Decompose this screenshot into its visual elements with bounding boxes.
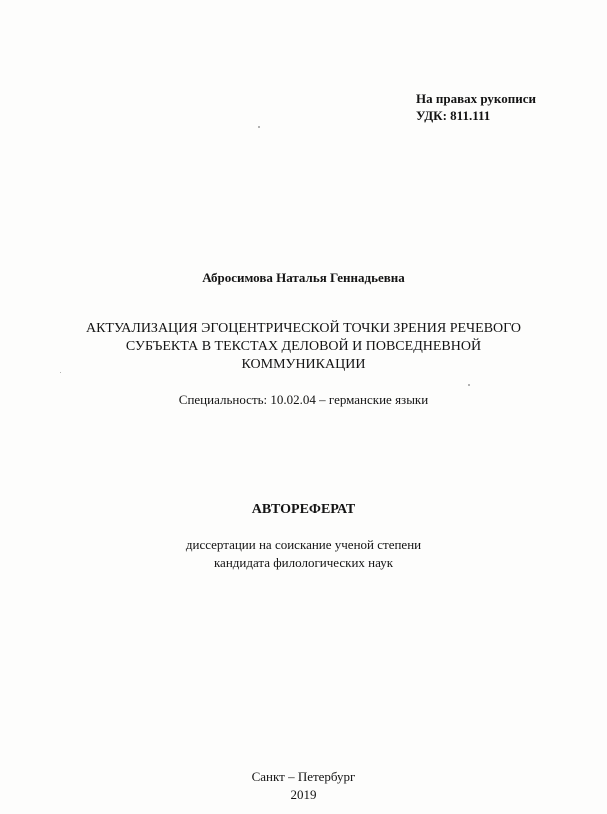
title-line: АКТУАЛИЗАЦИЯ ЭГОЦЕНТРИЧЕСКОЙ ТОЧКИ ЗРЕНИЯ РЕЧЕВОГО	[85, 321, 522, 336]
purpose-line: диссертации на соискание ученой степени	[185, 537, 422, 552]
dissertation-title	[40, 320, 567, 374]
scan-speck	[60, 372, 61, 373]
imprint	[40, 768, 567, 804]
scan-speck	[468, 384, 470, 386]
udc-label: УДК: 811.111	[416, 108, 491, 123]
title-line: СУБЪЕКТА В ТЕКСТАХ ДЕЛОВОЙ И ПОВСЕДНЕВНОЙ	[125, 339, 482, 354]
imprint-city: Санкт – Петербург	[251, 769, 356, 784]
rights-block	[416, 90, 536, 124]
degree-purpose	[40, 536, 567, 572]
author-name: Абросимова Наталья Геннадьевна	[202, 270, 405, 285]
rights-label: На правах рукописи	[416, 91, 536, 106]
title-line: КОММУНИКАЦИИ	[241, 357, 366, 372]
specialty-line: Специальность: 10.02.04 – германские языки	[178, 392, 429, 407]
document-type-heading: АВТОРЕФЕРАТ	[251, 502, 356, 517]
imprint-year: 2019	[290, 787, 317, 802]
scan-speck	[258, 126, 260, 128]
purpose-line: кандидата филологических наук	[213, 555, 394, 570]
